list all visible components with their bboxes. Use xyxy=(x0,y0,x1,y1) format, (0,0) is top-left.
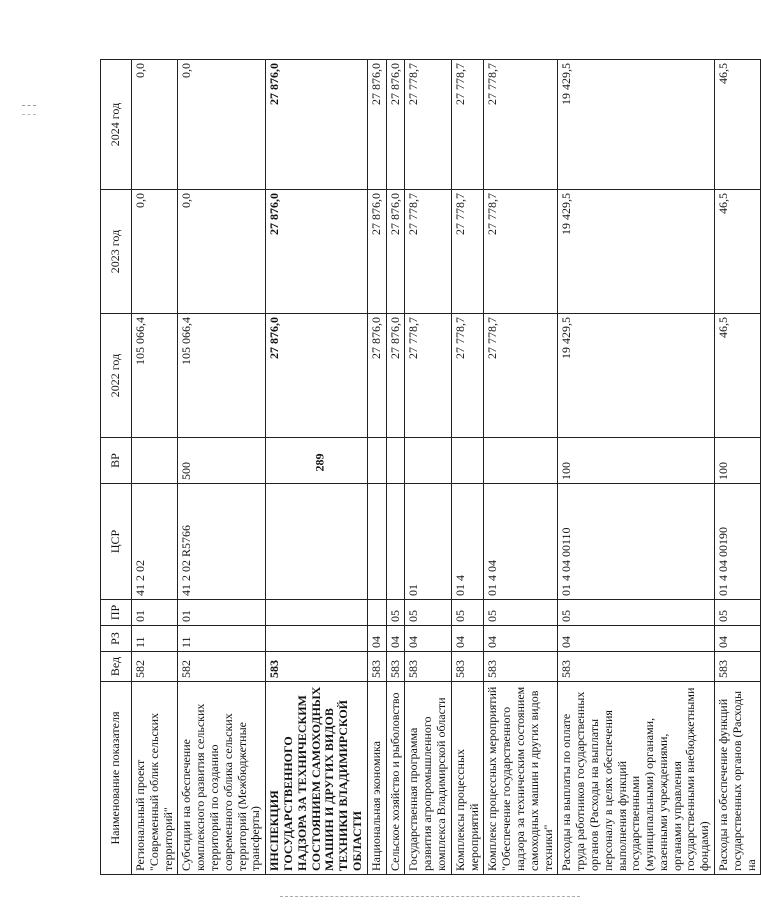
cell-2024: 27 876,0 xyxy=(386,60,405,190)
cell-pr xyxy=(266,600,368,626)
cell-ved: 583 xyxy=(484,652,558,682)
header-csr: ЦСР xyxy=(101,484,132,600)
cell-name: Расходы на обеспечение функций государственных органов (Расходы на xyxy=(715,682,761,875)
cell-csr: 41 2 02 xyxy=(132,484,178,600)
cell-2024: 27 778,7 xyxy=(451,60,484,190)
cell-pr: 01 xyxy=(132,600,178,626)
cell-name: Комплексы процессных мероприятий xyxy=(451,682,484,875)
page-number: 289 xyxy=(312,453,327,472)
cell-ved: 583 xyxy=(266,652,368,682)
cell-2022: 46,5 xyxy=(715,314,761,438)
cell-vr xyxy=(266,438,368,484)
header-2023: 2023 год xyxy=(101,190,132,314)
cell-vr: 100 xyxy=(715,438,761,484)
cell-2023: 0,0 xyxy=(178,190,266,314)
cell-2023: 27 778,7 xyxy=(405,190,451,314)
rotated-table-wrapper xyxy=(100,60,758,875)
header-vr: ВР xyxy=(101,438,132,484)
cell-name: Региональный проект "Современный облик сельских территорий" xyxy=(132,682,178,875)
table-row xyxy=(715,60,761,875)
cell-2024: 46,5 xyxy=(715,60,761,190)
header-2024: 2024 год xyxy=(101,60,132,190)
cell-2022: 27 778,7 xyxy=(484,314,558,438)
cell-rz xyxy=(266,626,368,652)
cell-2024: 0,0 xyxy=(178,60,266,190)
cell-ved: 583 xyxy=(386,652,405,682)
header-name: Наименование показателя xyxy=(101,682,132,875)
cell-ved: 583 xyxy=(558,652,715,682)
table-body xyxy=(132,60,761,875)
cell-2024: 0,0 xyxy=(132,60,178,190)
cell-2022: 27 876,0 xyxy=(266,314,368,438)
cell-vr: 100 xyxy=(558,438,715,484)
cell-csr: 01 4 04 xyxy=(484,484,558,600)
cell-2024: 27 778,7 xyxy=(405,60,451,190)
cell-ved: 583 xyxy=(405,652,451,682)
cell-name: Субсидии на обеспечение комплексного развития сельских территорий по созданию современного облика сельских территорий (Межбюджетные трансферты) xyxy=(178,682,266,875)
table-row xyxy=(558,60,715,875)
cell-name: Государственная программа развития агропромышленного комплекса Владимирской области xyxy=(405,682,451,875)
cell-ved: 583 xyxy=(367,652,386,682)
cell-name: Сельское хозяйство и рыболовство xyxy=(386,682,405,875)
cell-vr xyxy=(405,438,451,484)
cell-csr: 01 4 xyxy=(451,484,484,600)
cell-rz: 11 xyxy=(132,626,178,652)
cell-ved: 582 xyxy=(178,652,266,682)
cell-name: Комплекс процессных мероприятий "Обеспечение государственного надзора за техническим состоянием самоходных машин и других видов техники" xyxy=(484,682,558,875)
header-rz: РЗ xyxy=(101,626,132,652)
cell-csr: 41 2 02 R5766 xyxy=(178,484,266,600)
cell-vr xyxy=(367,438,386,484)
cell-rz: 11 xyxy=(178,626,266,652)
cell-pr: 05 xyxy=(386,600,405,626)
cell-vr xyxy=(132,438,178,484)
table-row xyxy=(405,60,451,875)
cell-ved: 582 xyxy=(132,652,178,682)
cell-pr xyxy=(367,600,386,626)
cell-pr: 05 xyxy=(484,600,558,626)
cell-csr xyxy=(266,484,368,600)
cell-csr: 01 4 04 00190 xyxy=(715,484,761,600)
table-row xyxy=(266,60,368,875)
cell-csr: 01 xyxy=(405,484,451,600)
cell-2024: 27 876,0 xyxy=(367,60,386,190)
cell-2023: 27 876,0 xyxy=(386,190,405,314)
cell-vr xyxy=(386,438,405,484)
cell-2024: 27 778,7 xyxy=(484,60,558,190)
cell-name: Расходы на выплаты по оплате труда работников государственных органов (Расходы на выплаты персоналу в целях обеспечения выполнения функций государственными (муниципальными) органами, казенными учреждениями, органами управления государственными внебюджетными фондами) xyxy=(558,682,715,875)
cell-csr: 01 4 04 00110 xyxy=(558,484,715,600)
cell-pr: 05 xyxy=(558,600,715,626)
cell-pr: 05 xyxy=(405,600,451,626)
header-ved: Вед xyxy=(101,652,132,682)
cell-2023: 27 778,7 xyxy=(451,190,484,314)
table-header-row xyxy=(101,60,132,875)
cell-2023: 46,5 xyxy=(715,190,761,314)
cell-2022: 105 066,4 xyxy=(132,314,178,438)
cell-2023: 0,0 xyxy=(132,190,178,314)
cell-csr xyxy=(367,484,386,600)
header-pr: ПР xyxy=(101,600,132,626)
cell-rz: 04 xyxy=(405,626,451,652)
cell-pr: 05 xyxy=(715,600,761,626)
cell-2022: 27 876,0 xyxy=(367,314,386,438)
cell-2022: 27 778,7 xyxy=(451,314,484,438)
cell-vr: 500 xyxy=(178,438,266,484)
cell-pr: 01 xyxy=(178,600,266,626)
cell-csr xyxy=(386,484,405,600)
budget-table xyxy=(100,59,761,875)
cell-2023: 27 876,0 xyxy=(367,190,386,314)
cell-2022: 19 429,5 xyxy=(558,314,715,438)
table-row xyxy=(484,60,558,875)
cell-2024: 27 876,0 xyxy=(266,60,368,190)
cell-2022: 27 876,0 xyxy=(386,314,405,438)
cell-ved: 583 xyxy=(451,652,484,682)
cell-rz: 04 xyxy=(367,626,386,652)
cell-2023: 27 778,7 xyxy=(484,190,558,314)
cell-rz: 04 xyxy=(451,626,484,652)
cell-2024: 19 429,5 xyxy=(558,60,715,190)
cell-pr: 05 xyxy=(451,600,484,626)
cell-ved: 583 xyxy=(715,652,761,682)
cell-rz: 04 xyxy=(715,626,761,652)
table-row xyxy=(451,60,484,875)
cell-vr xyxy=(484,438,558,484)
table-row xyxy=(386,60,405,875)
cell-2022: 27 778,7 xyxy=(405,314,451,438)
cell-name: ИНСПЕКЦИЯ ГОСУДАРСТВЕННОГО НАДЗОРА ЗА ТЕХНИЧЕСКИМ СОСТОЯНИЕМ САМОХОДНЫХ МАШИН И ДРУГИХ ВИДОВ ТЕХНИКИ ВЛАДИМИРСКОЙ ОБЛАСТИ xyxy=(266,682,368,875)
table-row xyxy=(132,60,178,875)
cell-2023: 19 429,5 xyxy=(558,190,715,314)
table-row xyxy=(178,60,266,875)
cell-rz: 04 xyxy=(484,626,558,652)
cell-2022: 105 066,4 xyxy=(178,314,266,438)
header-2022: 2022 год xyxy=(101,314,132,438)
cell-2023: 27 876,0 xyxy=(266,190,368,314)
cell-rz: 04 xyxy=(386,626,405,652)
cell-name: Национальная экономика xyxy=(367,682,386,875)
table-row xyxy=(367,60,386,875)
cell-rz: 04 xyxy=(558,626,715,652)
scan-mark xyxy=(22,105,36,115)
cell-vr xyxy=(451,438,484,484)
scan-footer-line xyxy=(280,896,580,897)
